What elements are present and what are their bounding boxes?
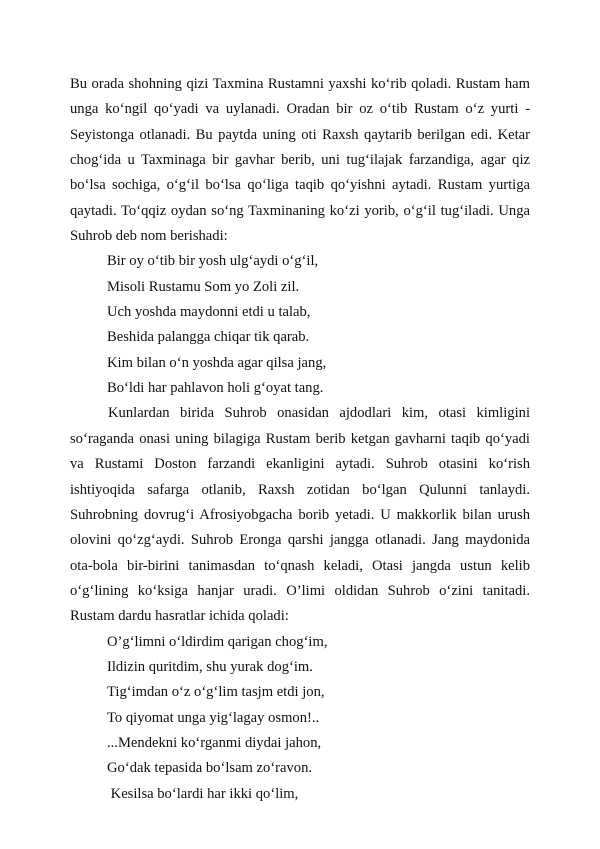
text-body — [70, 72, 530, 807]
paragraph-taxmina: Bu orada shohning qizi Taxmina Rustamni yaxshi ko‘rib qoladi. Rustam ham unga ko‘ngil qo‘yadi va uylanadi. Oradan bir oz o‘tib Rustam o‘z yurti - Seyistonga otlanadi. Bu paytda uning oti Raxsh qaytarib berilgan edi. Ketar chog‘ida u Taxminaga bir gavhar berib, uni tug‘ilajak farzandiga, agar qiz bo‘lsa sochiga, o‘g‘il bo‘lsa qo‘liga taqib qo‘yishni aytadi. Rustam yurtiga qaytadi. To‘qqiz oydan so‘ng Taxminaning ko‘zi yorib, o‘g‘il tug‘iladi. Unga Suhrob deb nom berishadi: — [70, 76, 530, 245]
verse-line: Go‘dak tepasida bo‘lsam zo‘ravon. — [107, 760, 313, 777]
verse-line: To qiyomat unga yig‘lagay osmon!.. — [107, 709, 320, 726]
paragraph-suhrob-battle: Kunlardan birida Suhrob onasidan ajdodlari kim, otasi kimligini so‘raganda onasi uning bilagiga Rustam berib ketgan gavharni taqib qo‘yadi va Rustami Doston farzandi ekanligini aytadi. Suhrob otasini ko‘rish ishtiyoqida safarga otlanib, Raxsh zotidan bo‘lgan Qulunni tanlaydi. Suhrobning dovrug‘i Afrosiyobgacha borib yetadi. U makkorlik bilan urush olovini qo‘zg‘aydi. Suhrob Eronga qarshi jangga otlanadi. Jang maydonida ota-bola bir-birini tanimasdan to‘qnash keladi, Otasi jangda ustun kelib o‘g‘lining ko‘ksiga hanjar uradi. O’limi oldidan Suhrob o‘zini tanitadi. Rustam dardu hasratlar ichida qoladi: — [70, 405, 530, 625]
verse-line: Beshida palangga chiqar tik qarab. — [107, 329, 310, 346]
verse-block-suhrob-growth — [70, 249, 530, 401]
verse-line: Bir oy o‘tib bir yosh ulg‘aydi o‘g‘il, — [107, 253, 319, 270]
verse-line: Misoli Rustamu Som yo Zoli zil. — [107, 278, 300, 295]
verse-line: ...Mendekni ko‘rganmi diydai jahon, — [107, 734, 322, 751]
verse-line: Kim bilan o‘n yoshda agar qilsa jang, — [107, 354, 327, 371]
verse-line: Ildizin quritdim, shu yurak dog‘im. — [107, 658, 313, 675]
verse-line: Uch yoshda maydonni etdi u talab, — [107, 304, 311, 321]
verse-line: Bo‘ldi har pahlavon holi g‘oyat tang. — [107, 380, 324, 397]
verse-line: O’g‘limni o‘ldirdim qarigan chog‘im, — [107, 633, 328, 650]
verse-block-rustam-lament — [70, 630, 530, 807]
verse-line: Kesilsa bo‘lardi har ikki qo‘lim, — [107, 785, 299, 802]
verse-line: Tig‘imdan o‘z o‘g‘lim tasjm etdi jon, — [107, 684, 325, 701]
